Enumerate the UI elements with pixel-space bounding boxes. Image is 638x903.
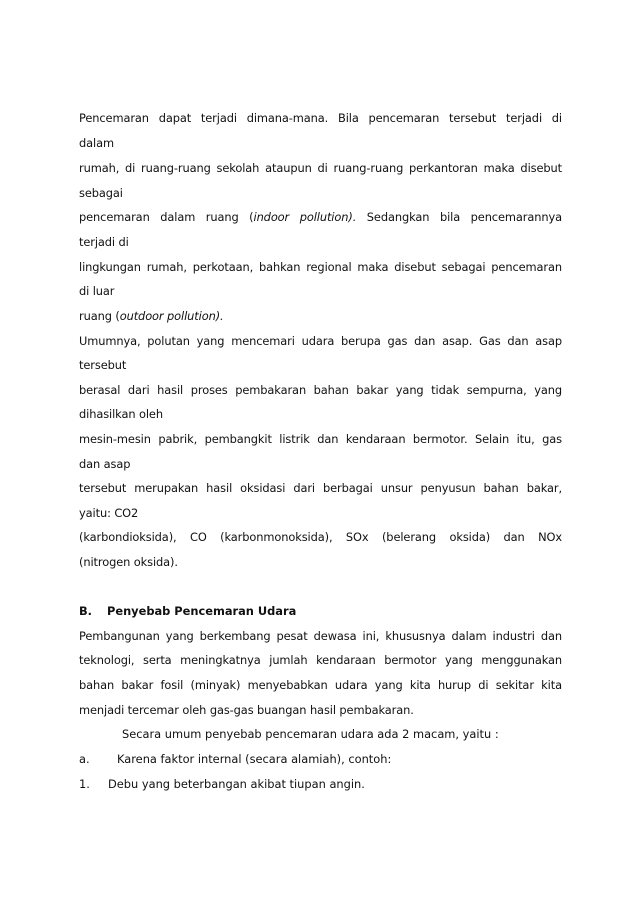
p2-line-3: berasal dari hasil proses pembakaran bahan bakar yang tidak sempurna, yang xyxy=(79,383,562,397)
p2-line-1: Umumnya, polutan yang mencemari udara berupa gas dan asap. Gas dan asap xyxy=(79,334,562,348)
p2-line-4: dihasilkan oleh xyxy=(79,407,163,421)
p1-line-8: di luar xyxy=(79,284,115,298)
p1-line-1: Pencemaran dapat terjadi dimana-mana. Bila pencemaran tersebut terjadi di xyxy=(79,111,562,125)
p1-line-5-a: pencemaran dalam ruang ( xyxy=(79,210,254,224)
p1-line-5 xyxy=(79,210,562,224)
section-b-marker: B. xyxy=(79,604,93,618)
p3-line-2: teknologi, serta meningkatnya jumlah kendaraan bermotor yang menggunakan xyxy=(79,653,562,667)
p2-line-2: tersebut xyxy=(79,358,127,372)
list-a-marker: a. xyxy=(79,752,90,766)
p2-line-7: tersebut merupakan hasil oksidasi dari berbagai unsur penyusun bahan bakar, xyxy=(79,481,562,495)
section-b-title: Penyebab Pencemaran Udara xyxy=(107,604,297,618)
p2-line-9: (karbondioksida), CO (karbonmonoksida), SOx (belerang oksida) dan NOx xyxy=(79,530,562,544)
intro-line: Secara umum penyebab pencemaran udara ada 2 macam, yaitu : xyxy=(122,727,499,741)
p1-line-6: terjadi di xyxy=(79,235,129,249)
p2-line-6: dan asap xyxy=(79,457,131,471)
list-a-text: Karena faktor internal (secara alamiah), contoh: xyxy=(117,752,392,766)
p3-line-4: menjadi tercemar oleh gas-gas buangan hasil pembakaran. xyxy=(79,703,414,717)
list-1-marker: 1. xyxy=(79,777,90,791)
p1-line-5-c: Sedangkan bila pencemarannya xyxy=(356,210,562,224)
p1-indoor-term: indoor pollution). xyxy=(253,210,357,224)
p3-line-1: Pembangunan yang berkembang pesat dewasa ini, khususnya dalam industri dan xyxy=(79,629,562,643)
p1-line-4: sebagai xyxy=(79,186,123,200)
p3-line-3: bahan bakar fosil (minyak) menyebabkan udara yang kita hurup di sekitar kita xyxy=(79,678,562,692)
p1-line-9-a: ruang ( xyxy=(79,309,120,323)
p1-line-7: lingkungan rumah, perkotaan, bahkan regional maka disebut sebagai pencemaran xyxy=(79,260,562,274)
p2-line-8: yaitu: CO2 xyxy=(79,506,139,520)
p1-line-3: rumah, di ruang-ruang sekolah ataupun di ruang-ruang perkantoran maka disebut xyxy=(79,161,562,175)
p2-line-10: (nitrogen oksida). xyxy=(79,555,178,569)
p1-outdoor-term: outdoor pollution). xyxy=(119,309,224,323)
list-1-text: Debu yang beterbangan akibat tiupan angin. xyxy=(108,777,365,791)
p1-line-2: dalam xyxy=(79,136,114,150)
p2-line-5: mesin-mesin pabrik, pembangkit listrik dan kendaraan bermotor. Selain itu, gas xyxy=(79,432,562,446)
p1-line-9 xyxy=(79,309,562,323)
